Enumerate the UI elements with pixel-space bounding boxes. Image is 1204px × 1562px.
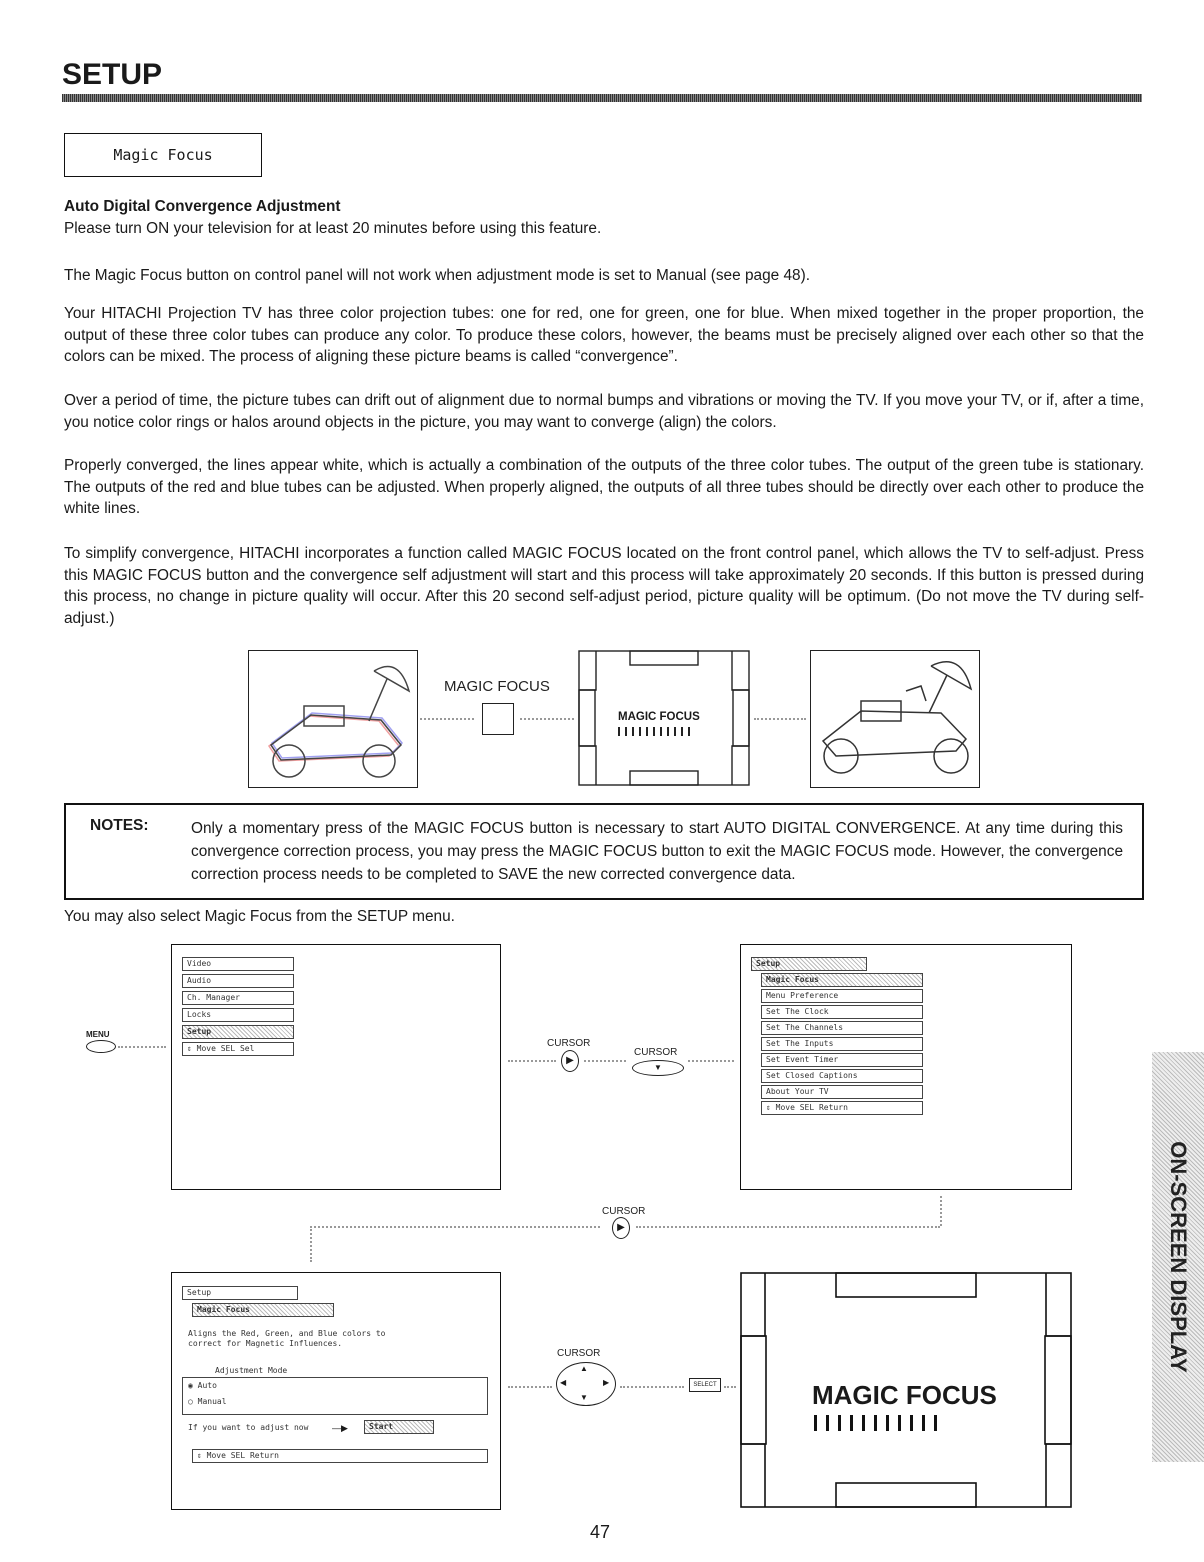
mf-menu-title: Setup [182, 1286, 298, 1300]
dotted-arrow [754, 718, 806, 720]
mf-description: Aligns the Red, Green, and Blue colors to correct for Magnetic Influences. [188, 1329, 386, 1348]
setup-item-event-timer[interactable]: Set Event Timer [761, 1053, 923, 1067]
dotted-arrow [584, 1060, 626, 1062]
dotted-arrow [620, 1386, 684, 1388]
cursor-left-icon: ◀ [560, 1378, 567, 1387]
notes-label: NOTES: [90, 817, 149, 834]
start-button[interactable]: Start [364, 1420, 434, 1434]
page-title: SETUP [62, 58, 163, 91]
setup-menu-title: Setup [751, 957, 867, 971]
dotted-arrow [420, 718, 474, 720]
menu-footer: ⇕ Move SEL Sel [182, 1042, 294, 1056]
menu-item-audio[interactable]: Audio [182, 974, 294, 988]
dotted-arrow [724, 1386, 736, 1388]
dotted-connector [940, 1196, 942, 1226]
side-tab [1152, 1052, 1204, 1462]
setup-item-magic-focus[interactable]: Magic Focus [761, 973, 923, 987]
magic-focus-button-label: MAGIC FOCUS [444, 678, 550, 695]
progress-bars-small [618, 727, 708, 737]
dotted-arrow [636, 1226, 940, 1228]
cursor-right-button-2[interactable]: ▶ [612, 1217, 630, 1239]
cursor-down-icon: ▼ [580, 1393, 588, 1402]
menu-item-video[interactable]: Video [182, 957, 294, 971]
mf-menu-footer: ⇕ Move SEL Return [192, 1449, 488, 1463]
warmup-text: Please turn ON your television for at least 20 minutes before using this feature. [64, 219, 602, 237]
tv-image-after [810, 650, 980, 788]
dotted-arrow [520, 718, 574, 720]
cursor-up-icon: ▲ [580, 1364, 588, 1373]
notes-text: Only a momentary press of the MAGIC FOCUS button is necessary to start AUTO DIGITAL CONVERGENCE. At any time during this convergence correction process, you may press the MAGIC FOCUS button to exit the MAGIC FOCUS mode. However, the convergence correction process needs to be completed to SAVE the new corrected convergence data. [191, 820, 1123, 883]
setup-item-about-tv[interactable]: About Your TV [761, 1085, 923, 1099]
intro-block [64, 196, 1144, 239]
menu-item-setup[interactable]: Setup [182, 1025, 294, 1039]
option-manual[interactable]: ○ Manual [188, 1397, 227, 1406]
notes-box [64, 803, 1144, 900]
paragraph-2: Your HITACHI Projection TV has three color projection tubes: one for red, one for green, one for blue. When mixed together in the proper proportion, the output of these three color tubes can produce any color. To produce these colors, however, the beams must be precisely aligned over each other so that the colors can be mixed. The process of aligning these picture beams is called “convergence”. [64, 305, 1144, 365]
final-magic-focus-label: MAGIC FOCUS [812, 1380, 997, 1410]
cursor-label-2: CURSOR [634, 1047, 678, 1058]
setup-item-closed-captions[interactable]: Set Closed Captions [761, 1069, 923, 1083]
mf-menu-selected[interactable]: Magic Focus [192, 1303, 334, 1317]
cursor-right-button[interactable]: ▶ [561, 1050, 579, 1072]
arrow-right-icon: —▶ [332, 1423, 348, 1433]
convergence-pattern-small [578, 650, 750, 786]
section-tag [64, 133, 262, 177]
menu-item-locks[interactable]: Locks [182, 1008, 294, 1022]
cursor-right-icon: ▶ [603, 1378, 610, 1387]
menu-button-label: MENU [86, 1030, 110, 1039]
pattern-label: MAGIC FOCUS [618, 711, 700, 723]
menu-intro-text: You may also select Magic Focus from the SETUP menu. [64, 908, 455, 925]
setup-item-set-inputs[interactable]: Set The Inputs [761, 1037, 923, 1051]
main-menu-screen [171, 944, 501, 1190]
menu-button[interactable] [86, 1040, 116, 1053]
section-tag-label: Magic Focus [113, 146, 213, 164]
convergence-pattern-large [740, 1272, 1072, 1508]
setup-item-menu-preference[interactable]: Menu Preference [761, 989, 923, 1003]
option-auto[interactable]: ◉ Auto [188, 1381, 217, 1390]
setup-menu-footer: ⇕ Move SEL Return [761, 1101, 923, 1115]
dotted-arrow [310, 1226, 600, 1228]
dotted-arrow [508, 1386, 552, 1388]
dotted-arrow [688, 1060, 734, 1062]
magic-focus-button[interactable] [482, 703, 514, 735]
cursor-label-3: CURSOR [602, 1206, 646, 1217]
setup-item-set-clock[interactable]: Set The Clock [761, 1005, 923, 1019]
adjustment-mode-heading: Adjustment Mode [212, 1366, 290, 1375]
tv-image-before [248, 650, 418, 788]
cursor-label-1: CURSOR [547, 1038, 591, 1049]
adjust-prompt: If you want to adjust now [188, 1423, 309, 1432]
adjustment-mode-group [182, 1377, 488, 1415]
paragraph-5: To simplify convergence, HITACHI incorporates a function called MAGIC FOCUS located on the front control panel, which allows the TV to self-adjust. Press this MAGIC FOCUS button and the convergence self adjustment will start and this process will take approximately 20 seconds. If this button is pressed during this process, no change in picture quality will occur. After this 20 second self-adjust period, picture quality will be optimum. (Do not move the TV during self-adjust.) [64, 545, 1144, 627]
paragraph-3: Over a period of time, the picture tubes can drift out of alignment due to normal bumps and vibrations or moving the TV. If you move your TV, or if, after a time, you notice color rings or halos around objects in the picture, you may want to converge (align) the colors. [64, 392, 1144, 431]
paragraph-4: Properly converged, the lines appear white, which is actually a combination of the outputs of the three color tubes. The output of the green tube is stationary. The outputs of the red and blue tubes can be adjusted. When properly aligned, the outputs of all three tubes should be directly over each other to produce the white lines. [64, 457, 1144, 517]
dotted-arrow [118, 1046, 166, 1048]
magic-focus-menu-screen [171, 1272, 501, 1510]
paragraph-1: The Magic Focus button on control panel will not work when adjustment mode is set to Manual (see page 48). [64, 267, 810, 284]
progress-bars-large [814, 1415, 954, 1433]
cursor-label-4: CURSOR [557, 1348, 601, 1359]
subheading: Auto Digital Convergence Adjustment [64, 198, 341, 215]
dotted-connector [310, 1226, 312, 1262]
lunar-rover-illustration-before [249, 651, 417, 787]
option-manual-label: Manual [197, 1397, 227, 1406]
menu-item-ch-manager[interactable]: Ch. Manager [182, 991, 294, 1005]
title-rule [62, 94, 1142, 102]
cursor-pad[interactable] [556, 1362, 616, 1406]
setup-item-set-channels[interactable]: Set The Channels [761, 1021, 923, 1035]
dotted-arrow [508, 1060, 556, 1062]
option-auto-label: Auto [197, 1381, 217, 1390]
side-tab-label: ON-SCREEN DISPLAY [1166, 1141, 1191, 1373]
page-number: 47 [590, 1522, 611, 1542]
lunar-rover-illustration-after [811, 651, 979, 787]
setup-menu-screen [740, 944, 1072, 1190]
select-button[interactable]: SELECT [689, 1378, 721, 1392]
cursor-down-button[interactable]: ▼ [632, 1060, 684, 1076]
